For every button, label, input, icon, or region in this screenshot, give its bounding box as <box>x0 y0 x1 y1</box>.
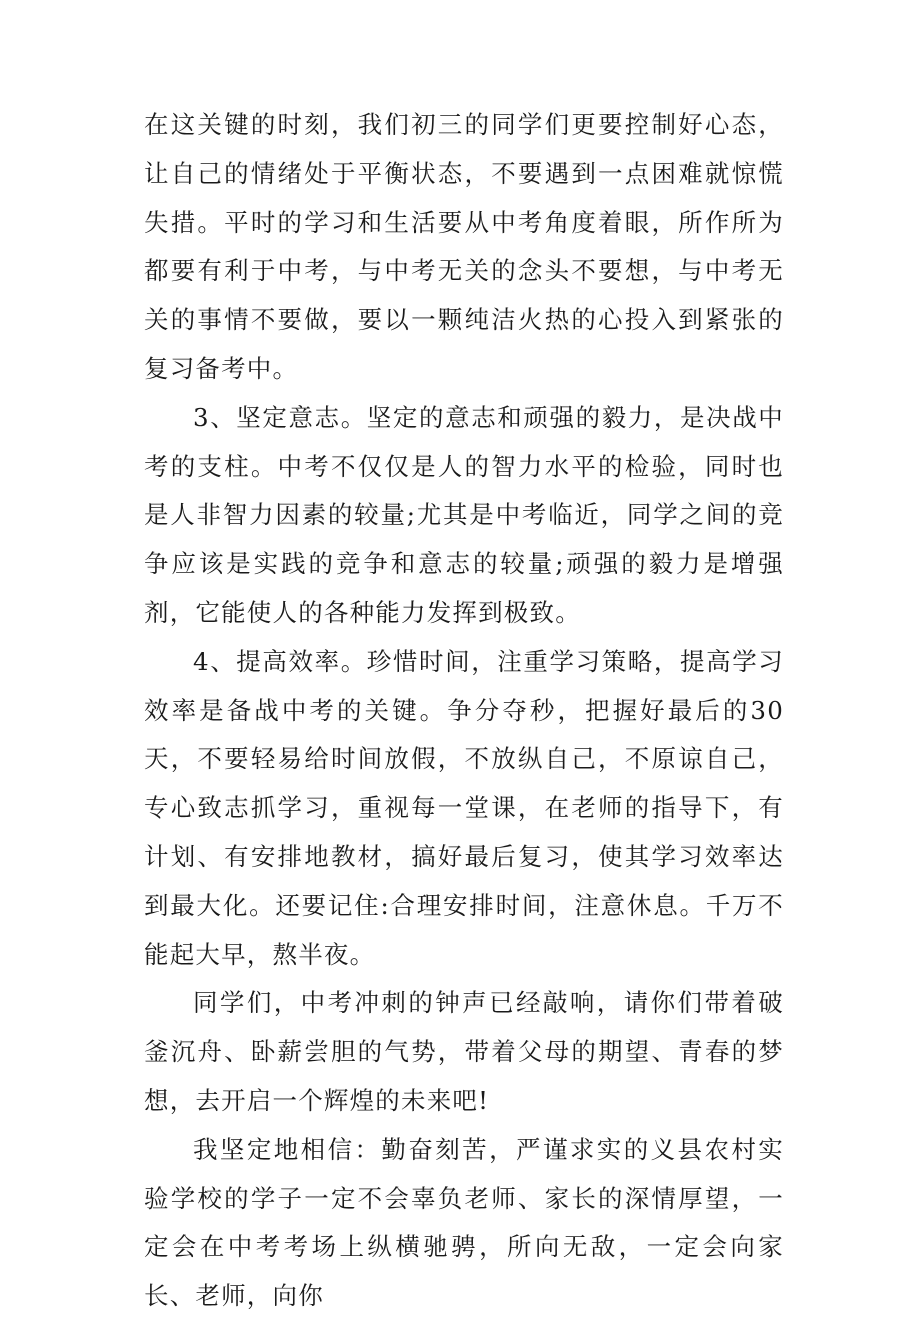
paragraph-1: 在这关键的时刻，我们初三的同学们更要控制好心态，让自己的情绪处于平衡状态，不要遇到一点困难就惊慌失措。平时的学习和生活要从中考角度着眼，所作所为都要有利于中考，与中考无关的念头不要想，与中考无关的事情不要做，要以一颗纯洁火热的心投入到紧张的复习备考中。 <box>144 110 784 383</box>
paragraph-5: 我坚定地相信：勤奋刻苦，严谨求实的义县农村实验学校的学子一定不会辜负老师、家长的深情厚望，一定会在中考考场上纵横驰骋，所向无敌，一定会向家长、老师，向你 <box>144 1134 784 1311</box>
document-body <box>144 101 784 1321</box>
paragraph-2: 3、坚定意志。坚定的意志和顽强的毅力，是决战中考的支柱。中考不仅仅是人的智力水平的检验，同时也是人非智力因素的较量;尤其是中考临近，同学之间的竞争应该是实践的竞争和意志的较量;顽强的毅力是增强剂，它能使人的各种能力发挥到极致。 <box>144 402 784 627</box>
paragraph-4: 同学们，中考冲刺的钟声已经敲响，请你们带着破釜沉舟、卧薪尝胆的气势，带着父母的期望、青春的梦想，去开启一个辉煌的未来吧! <box>144 988 784 1115</box>
paragraph-3: 4、提高效率。珍惜时间，注重学习策略，提高学习效率是备战中考的关键。争分夺秒，把握好最后的30天，不要轻易给时间放假，不放纵自己，不原谅自己，专心致志抓学习，重视每一堂课，在老师的指导下，有计划、有安排地教材，搞好最后复习，使其学习效率达到最大化。还要记住:合理安排时间，注意休息。千万不能起大早，熬半夜。 <box>144 646 784 969</box>
